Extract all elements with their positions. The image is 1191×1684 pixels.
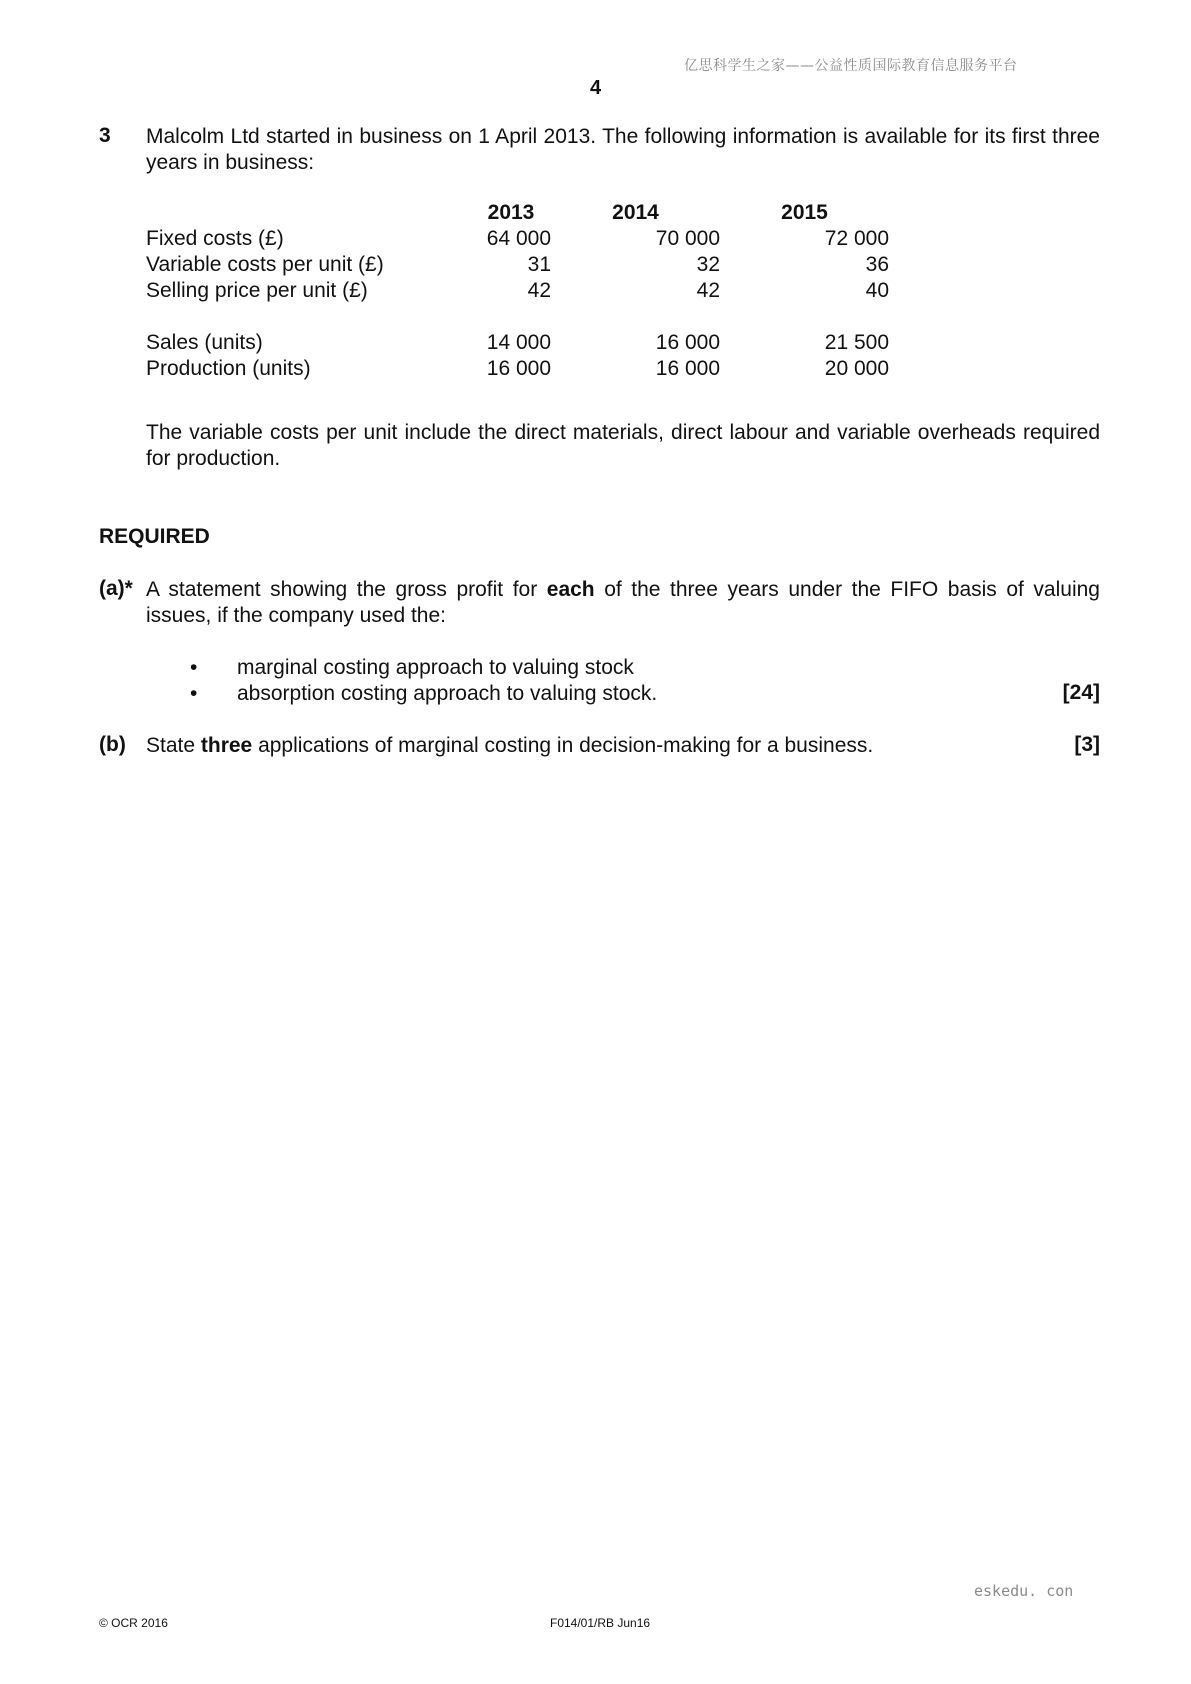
part-a-label: (a)* bbox=[99, 577, 133, 600]
question-number: 3 bbox=[99, 124, 111, 147]
row-label: Selling price per unit (£) bbox=[146, 279, 368, 302]
row-label: Fixed costs (£) bbox=[146, 227, 284, 250]
bullet-text: marginal costing approach to valuing stock bbox=[237, 656, 634, 679]
year-header: 2014 bbox=[612, 201, 659, 224]
table-row bbox=[146, 356, 889, 382]
cell-value: 64 000 bbox=[486, 227, 551, 250]
cost-data-table bbox=[146, 200, 889, 382]
cell-value: 32 bbox=[696, 253, 720, 276]
part-a-marks: [24] bbox=[1062, 681, 1100, 704]
cell-value: 16 000 bbox=[655, 357, 720, 380]
part-b-marks: [3] bbox=[1074, 733, 1100, 756]
cell-value: 21 500 bbox=[824, 331, 889, 354]
part-b-text-start: State bbox=[146, 734, 201, 757]
table-row bbox=[146, 252, 889, 278]
part-b-text bbox=[146, 733, 966, 759]
cell-value: 70 000 bbox=[655, 227, 720, 250]
table-row bbox=[146, 226, 889, 252]
cell-value: 40 bbox=[865, 279, 889, 302]
part-a-text bbox=[146, 577, 1100, 629]
cell-value: 14 000 bbox=[486, 331, 551, 354]
watermark-bottom: eskedu. con bbox=[974, 1582, 1074, 1600]
bullet-dot: • bbox=[190, 656, 198, 679]
part-a-text-bold: each bbox=[546, 578, 595, 601]
row-label: Sales (units) bbox=[146, 331, 263, 354]
cell-value: 42 bbox=[527, 279, 551, 302]
required-heading: REQUIRED bbox=[99, 525, 210, 548]
cell-value: 72 000 bbox=[824, 227, 889, 250]
footer-paper-code: F014/01/RB Jun16 bbox=[550, 1616, 651, 1630]
cell-value: 42 bbox=[696, 279, 720, 302]
table-row bbox=[146, 278, 889, 304]
part-b-text-bold: three bbox=[200, 734, 253, 757]
bullet-text: absorption costing approach to valuing stock. bbox=[237, 682, 658, 705]
row-label: Production (units) bbox=[146, 357, 311, 380]
part-a-text-start: A statement showing the gross profit for bbox=[146, 578, 547, 601]
question-note: The variable costs per unit include the direct materials, direct labour and variable overheads required for production. bbox=[146, 421, 1100, 470]
year-header: 2013 bbox=[487, 201, 535, 224]
part-b-text-end: applications of marginal costing in decision-making for a business. bbox=[252, 734, 874, 757]
cell-value: 20 000 bbox=[824, 357, 889, 380]
table-spacer-row bbox=[146, 304, 889, 330]
part-b-label: (b) bbox=[99, 733, 126, 756]
question-intro: Malcolm Ltd started in business on 1 April 2013. The following information is available for its first three years in business: bbox=[146, 125, 1100, 174]
part-a-text-end: of the three years under the FIFO basis of valuing issues, if the company used the: bbox=[146, 578, 1100, 627]
cell-value: 16 000 bbox=[486, 357, 551, 380]
table-header-row bbox=[146, 200, 889, 226]
cell-value: 31 bbox=[527, 253, 551, 276]
table-header-blank bbox=[146, 200, 471, 226]
year-header: 2015 bbox=[781, 201, 828, 224]
footer-copyright: © OCR 2016 bbox=[99, 1616, 168, 1630]
cell-value: 16 000 bbox=[655, 331, 720, 354]
cell-value: 36 bbox=[865, 253, 889, 276]
page-number: 4 bbox=[589, 77, 602, 99]
watermark-top: 亿思科学生之家——公益性质国际教育信息服务平台 bbox=[684, 58, 1018, 74]
bullet-dot: • bbox=[190, 682, 198, 705]
table-row bbox=[146, 330, 889, 356]
row-label: Variable costs per unit (£) bbox=[146, 253, 384, 276]
